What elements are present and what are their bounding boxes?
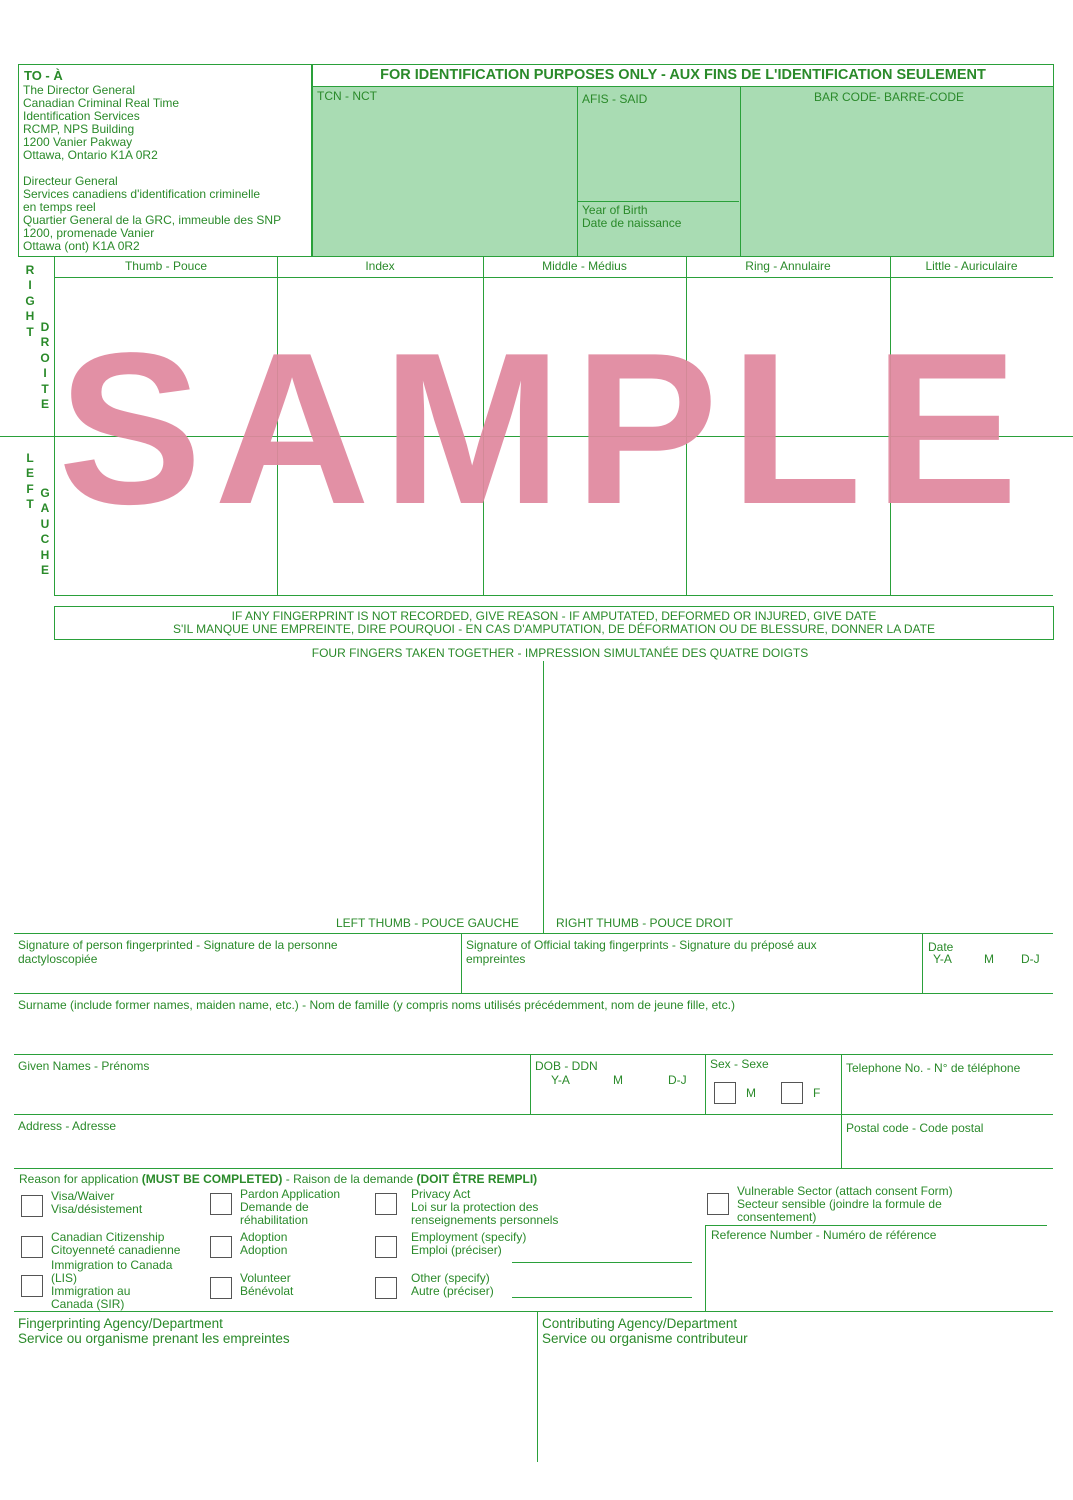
option-label: Adoption bbox=[240, 1230, 288, 1244]
date-year: Y-A bbox=[933, 952, 952, 966]
option-label: Autre (préciser) bbox=[411, 1284, 494, 1298]
finger-header-little: Little - Auriculaire bbox=[925, 259, 1018, 273]
contributing-agency-field[interactable] bbox=[538, 1312, 1053, 1462]
dob-field[interactable] bbox=[531, 1055, 704, 1114]
dob-year: Y-A bbox=[551, 1073, 570, 1087]
reference-number-label: Reference Number - Numéro de référence bbox=[711, 1228, 937, 1242]
sex-f-checkbox[interactable] bbox=[781, 1082, 803, 1104]
other-specify-line[interactable] bbox=[512, 1297, 692, 1298]
vulnerable-option bbox=[737, 1185, 953, 1224]
option-label: Bénévolat bbox=[240, 1284, 294, 1298]
divider bbox=[483, 256, 484, 595]
employment-specify-line[interactable] bbox=[512, 1262, 692, 1263]
sample-watermark: SAMPLE bbox=[58, 307, 1031, 549]
to-line: Identification Services bbox=[23, 109, 140, 123]
to-line: Canadian Criminal Real Time bbox=[23, 96, 180, 110]
address-label: Address - Adresse bbox=[18, 1119, 117, 1133]
divider bbox=[740, 87, 741, 256]
sex-m-label: M bbox=[746, 1086, 756, 1100]
reference-number-field[interactable] bbox=[706, 1226, 1053, 1311]
immigration-checkbox[interactable] bbox=[21, 1275, 43, 1297]
divider bbox=[686, 256, 687, 595]
option-label: Pardon Application bbox=[240, 1187, 341, 1201]
yob-label-fr: Date de naissance bbox=[582, 216, 682, 230]
to-heading: TO - À bbox=[24, 68, 63, 83]
id-heading: FOR IDENTIFICATION PURPOSES ONLY - AUX FINS DE L'IDENTIFICATION SEULEMENT bbox=[380, 67, 986, 83]
dob-month: M bbox=[613, 1073, 623, 1087]
option-label: Canadian Citizenship bbox=[51, 1230, 165, 1244]
surname-label: Surname (include former names, maiden name, etc.) - Nom de famille (y compris noms utilisés précédemment, nom de jeune fille, etc.) bbox=[18, 998, 735, 1012]
citizenship-option bbox=[51, 1231, 180, 1257]
dob-label: DOB - DDN bbox=[535, 1059, 598, 1073]
option-label: Secteur sensible (joindre la formule de bbox=[737, 1197, 942, 1211]
option-label: Demande de bbox=[240, 1200, 309, 1214]
divider bbox=[577, 201, 739, 202]
adoption-checkbox[interactable] bbox=[210, 1236, 232, 1258]
postal-field[interactable] bbox=[842, 1115, 1053, 1168]
four-fingers-label: FOUR FINGERS TAKEN TOGETHER - IMPRESSION SIMULTANÉE DES QUATRE DOIGTS bbox=[311, 646, 809, 660]
left-label: L E F T bbox=[25, 451, 34, 512]
missing-reason-en: IF ANY FINGERPRINT IS NOT RECORDED, GIVE REASON - IF AMPUTATED, DEFORMED OR INJURED, GIVE DATE bbox=[231, 609, 877, 623]
option-label: (LIS) bbox=[51, 1271, 78, 1285]
divider bbox=[577, 87, 578, 256]
privacy-checkbox[interactable] bbox=[375, 1193, 397, 1215]
signature-official-label: Signature of Official taking fingerprints - Signature du préposé aux bbox=[466, 938, 817, 952]
contributing-agency-label-fr: Service ou organisme contributeur bbox=[542, 1331, 748, 1346]
fingerprinting-agency-label-fr: Service ou organisme prenant les empreintes bbox=[18, 1331, 290, 1346]
to-address bbox=[23, 84, 281, 253]
telephone-field[interactable] bbox=[842, 1055, 1053, 1114]
gauche-label: G A U C H E bbox=[40, 486, 50, 578]
option-label: Volunteer bbox=[240, 1271, 291, 1285]
divider bbox=[277, 256, 278, 595]
finger-header-thumb: Thumb - Pouce bbox=[124, 259, 208, 273]
finger-header-ring: Ring - Annulaire bbox=[745, 259, 831, 273]
option-label: Emploi (préciser) bbox=[411, 1243, 502, 1257]
date-field[interactable] bbox=[923, 934, 1053, 993]
barcode-label: BAR CODE- BARRE-CODE bbox=[814, 90, 965, 104]
left-thumb-label: LEFT THUMB - POUCE GAUCHE bbox=[336, 916, 519, 930]
afis-label: AFIS - SAID bbox=[582, 92, 648, 106]
employment-option bbox=[411, 1231, 526, 1257]
signature-official-field[interactable] bbox=[462, 934, 922, 993]
address-field[interactable] bbox=[14, 1115, 840, 1168]
other-checkbox[interactable] bbox=[375, 1277, 397, 1299]
date-month: M bbox=[984, 952, 994, 966]
given-names-label: Given Names - Prénoms bbox=[18, 1059, 150, 1073]
option-label: consentement) bbox=[737, 1210, 817, 1224]
option-label: Immigration au bbox=[51, 1284, 131, 1298]
option-label: réhabilitation bbox=[240, 1213, 309, 1227]
option-label: Immigration to Canada bbox=[51, 1258, 173, 1272]
sex-m-checkbox[interactable] bbox=[714, 1082, 736, 1104]
id-heading-bar bbox=[313, 65, 1053, 87]
finger-header-index: Index bbox=[365, 259, 395, 273]
divider bbox=[55, 277, 1053, 278]
option-label: Loi sur la protection des bbox=[411, 1200, 539, 1214]
to-line: Services canadiens d'identification criminelle bbox=[23, 187, 261, 201]
fingerprinting-agency-label: Fingerprinting Agency/Department bbox=[18, 1316, 223, 1331]
contributing-agency-label: Contributing Agency/Department bbox=[542, 1316, 738, 1331]
missing-reason-fr: S'IL MANQUE UNE EMPREINTE, DIRE POURQUOI - EN CAS D'AMPUTATION, DE DÉFORMATION OU DE BLESSURE, DONNER LA DATE bbox=[172, 622, 935, 636]
thumb-divider bbox=[543, 661, 544, 934]
visa-checkbox[interactable] bbox=[21, 1195, 43, 1217]
sex-label: Sex - Sexe bbox=[710, 1057, 769, 1071]
volunteer-option bbox=[240, 1272, 293, 1298]
to-line: Quartier General de la GRC, immeuble des SNP bbox=[23, 213, 282, 227]
to-line: 1200, promenade Vanier bbox=[23, 226, 155, 240]
citizenship-checkbox[interactable] bbox=[21, 1236, 43, 1258]
pardon-checkbox[interactable] bbox=[210, 1193, 232, 1215]
dob-day: D-J bbox=[668, 1073, 687, 1087]
sex-f-label: F bbox=[813, 1086, 821, 1100]
divider bbox=[890, 256, 891, 595]
divider bbox=[14, 1168, 1053, 1169]
signature-person-label-2: dactyloscopiée bbox=[18, 952, 98, 966]
telephone-label: Telephone No. - N° de téléphone bbox=[846, 1061, 1021, 1075]
option-label: Adoption bbox=[240, 1243, 288, 1257]
signature-official-label-2: empreintes bbox=[466, 952, 526, 966]
finger-header-middle: Middle - Médius bbox=[542, 259, 627, 273]
option-label: Vulnerable Sector (attach consent Form) bbox=[737, 1184, 953, 1198]
option-label: Other (specify) bbox=[411, 1271, 490, 1285]
right-label: R I G H T bbox=[25, 263, 35, 339]
immigration-option bbox=[51, 1259, 172, 1311]
to-line: Ottawa (ont) K1A 0R2 bbox=[23, 239, 140, 253]
option-label: Visa/Waiver bbox=[51, 1189, 115, 1203]
date-day: D-J bbox=[1021, 952, 1040, 966]
fingerprint-grid bbox=[54, 256, 1053, 596]
adoption-option bbox=[240, 1231, 287, 1257]
signature-person-field[interactable] bbox=[14, 934, 461, 993]
pardon-option bbox=[240, 1188, 340, 1227]
option-label: Employment (specify) bbox=[411, 1230, 527, 1244]
to-line: en temps reel bbox=[23, 200, 96, 214]
yob-label: Year of Birth bbox=[582, 203, 648, 217]
option-label: Privacy Act bbox=[411, 1187, 471, 1201]
to-block bbox=[18, 64, 312, 257]
option-label: renseignements personnels bbox=[411, 1213, 559, 1227]
reason-heading: Reason for application (MUST BE COMPLETED) - Raison de la demande (DOIT ÊTRE REMPLI) bbox=[19, 1172, 538, 1186]
tcn-label: TCN - NCT bbox=[317, 89, 377, 103]
sex-field bbox=[706, 1055, 840, 1114]
volunteer-checkbox[interactable] bbox=[210, 1277, 232, 1299]
to-line: Directeur General bbox=[23, 174, 118, 188]
option-label: Visa/désistement bbox=[51, 1202, 143, 1216]
fingerprinting-agency-field[interactable] bbox=[14, 1312, 536, 1462]
date-label: Date bbox=[928, 940, 954, 954]
missing-reason-box[interactable] bbox=[54, 606, 1054, 640]
option-label: Citoyenneté canadienne bbox=[51, 1243, 181, 1257]
postal-label: Postal code - Code postal bbox=[846, 1121, 984, 1135]
row-separator bbox=[0, 436, 1073, 437]
privacy-option bbox=[411, 1188, 558, 1227]
other-option bbox=[411, 1272, 494, 1298]
to-line: The Director General bbox=[23, 83, 136, 97]
to-line: 1200 Vanier Pakway bbox=[23, 135, 133, 149]
to-line: Ottawa, Ontario K1A 0R2 bbox=[23, 148, 158, 162]
signature-person-label: Signature of person fingerprinted - Signature de la personne bbox=[18, 938, 338, 952]
option-label: Canada (SIR) bbox=[51, 1297, 125, 1311]
right-thumb-label: RIGHT THUMB - POUCE DROIT bbox=[556, 916, 733, 930]
surname-field[interactable] bbox=[14, 994, 1053, 1053]
visa-option bbox=[51, 1190, 142, 1216]
to-line: RCMP, NPS Building bbox=[23, 122, 135, 136]
vulnerable-checkbox[interactable] bbox=[707, 1193, 729, 1215]
employment-checkbox[interactable] bbox=[375, 1236, 397, 1258]
id-block bbox=[312, 64, 1054, 257]
given-names-field[interactable] bbox=[14, 1055, 529, 1114]
droite-label: D R O I T E bbox=[40, 320, 50, 412]
